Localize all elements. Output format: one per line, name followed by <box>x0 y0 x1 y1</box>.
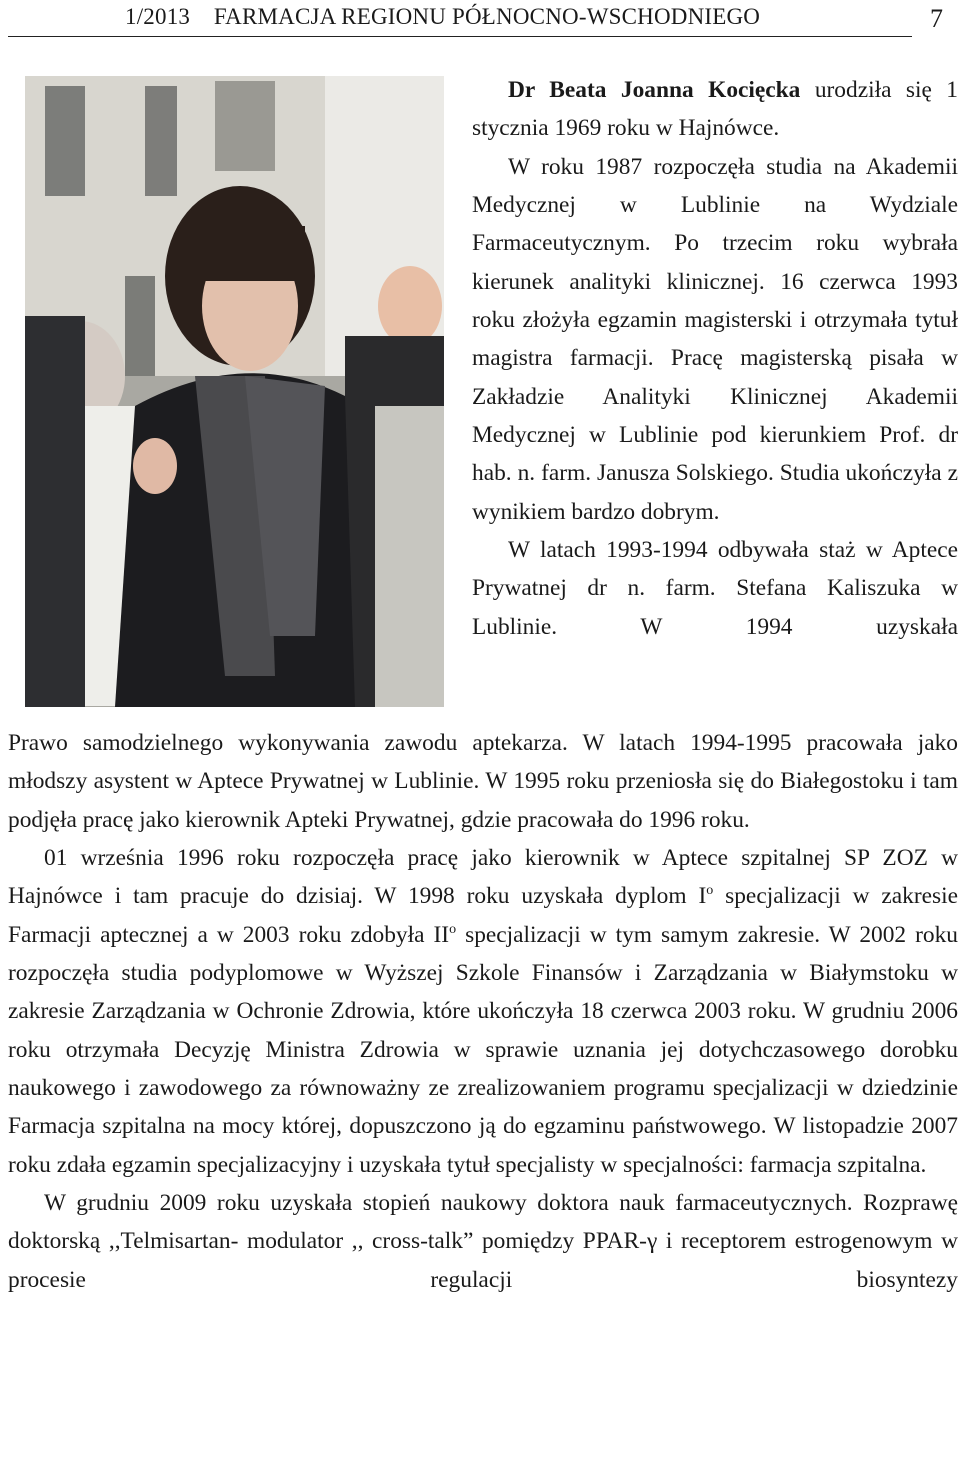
paragraph-doctorate: W grudniu 2009 roku uzyskała stopień naukowy doktora nauk farmaceutycznych. Rozprawę doktorską ,,Telmisartan- modulator ,, cross-talk” pomiędzy PPAR-γ i receptorem estrogenowym w procesie regulacji biosyntezy <box>8 1190 958 1293</box>
intro-paragraph-studies: W roku 1987 rozpoczęła studia na Akademii Medycznej w Lublinie na Wydziale Farmaceutycznym. Po trzecim roku wybrała kierunek analityki klinicznej. 16 czerwca 1993 roku złożyła egzamin magisterski i otrzymała tytuł magistra farmacji. Pracę magisterską pisała w Zakładzie Analityki Klinicznej Akademii Medycznej w Lublinie pod kierunkiem Prof. dr hab. n. farm. Janusza Solskiego. Studia ukończyła z wynikiem bardzo dobrym. <box>472 153 958 525</box>
main-text <box>8 724 958 1299</box>
page-number: 7 <box>930 4 943 33</box>
journal-header: 1/2013 FARMACJA REGIONU PÓŁNOCNO-WSCHODNIEGO <box>125 4 761 29</box>
p4-part-b: specjalizacji w zakresie Farmacji aptecznej a w 2003 roku zdobyła II <box>8 883 958 948</box>
running-header <box>0 0 960 40</box>
p4-part-c: specjalizacji w tym samym zakresie. W 2002 roku rozpoczęła studia podyplomowe w Wyższej Szkole Finansów i Zarządzania w Białymstoku w zakresie Zarządzania w Ochronie Zdrowia, które ukończyła 18 czerwca 2003 roku. W grudniu 2006 roku otrzymała Decyzję Ministra Zdrowia w sprawie uznania jej dotychczasowego dorobku naukowego i zawodowego za równoważny ze zrealizowaniem programu specjalizacji w dziedzinie Farmacja szpitalna na mocy której, dopuszczono ją do egzaminu państwowego. W listopadzie 2007 roku zdała egzamin specjalizacyjny i uzyskała tytuł specjalisty w specjalności: farmacja szpitalna. <box>8 921 958 1178</box>
superscript-degree-2: o <box>449 921 457 937</box>
intro-paragraph-birth <box>472 71 958 148</box>
portrait-photo <box>25 76 444 707</box>
intro-paragraph-internship: W latach 1993-1994 odbywała staż w Aptece Prywatnej dr n. farm. Stefana Kaliszuka w Lublinie. W 1994 uzyskała <box>472 537 958 640</box>
p4-part-a: 01 września 1996 roku rozpoczęła pracę jako kierownik w Aptece szpitalnej SP ZOZ w Hajnówce i tam pracuje do dzisiaj. W 1998 roku uzyskała dyplom I <box>8 845 958 910</box>
author-name: Dr Beata Joanna Kocięcka <box>508 77 801 103</box>
paragraph-career: Prawo samodzielnego wykonywania zawodu aptekarza. W latach 1994-1995 pracowała jako młodszy asystent w Aptece Prywatnej w Lublinie. W 1995 roku przeniosła się do Białegostoku i tam podjęła pracę jako kierownik Apteki Prywatnej, gdzie pracowała do 1996 roku. <box>8 730 958 833</box>
header-rule <box>8 36 912 37</box>
portrait-photo-image <box>25 76 444 707</box>
paragraph-hospital-pharmacy <box>8 839 958 1184</box>
intro-column <box>472 71 958 646</box>
superscript-degree-1: o <box>706 883 714 899</box>
birth-text: urodziła się 1 stycznia 1969 roku w Hajnówce. <box>472 77 959 142</box>
